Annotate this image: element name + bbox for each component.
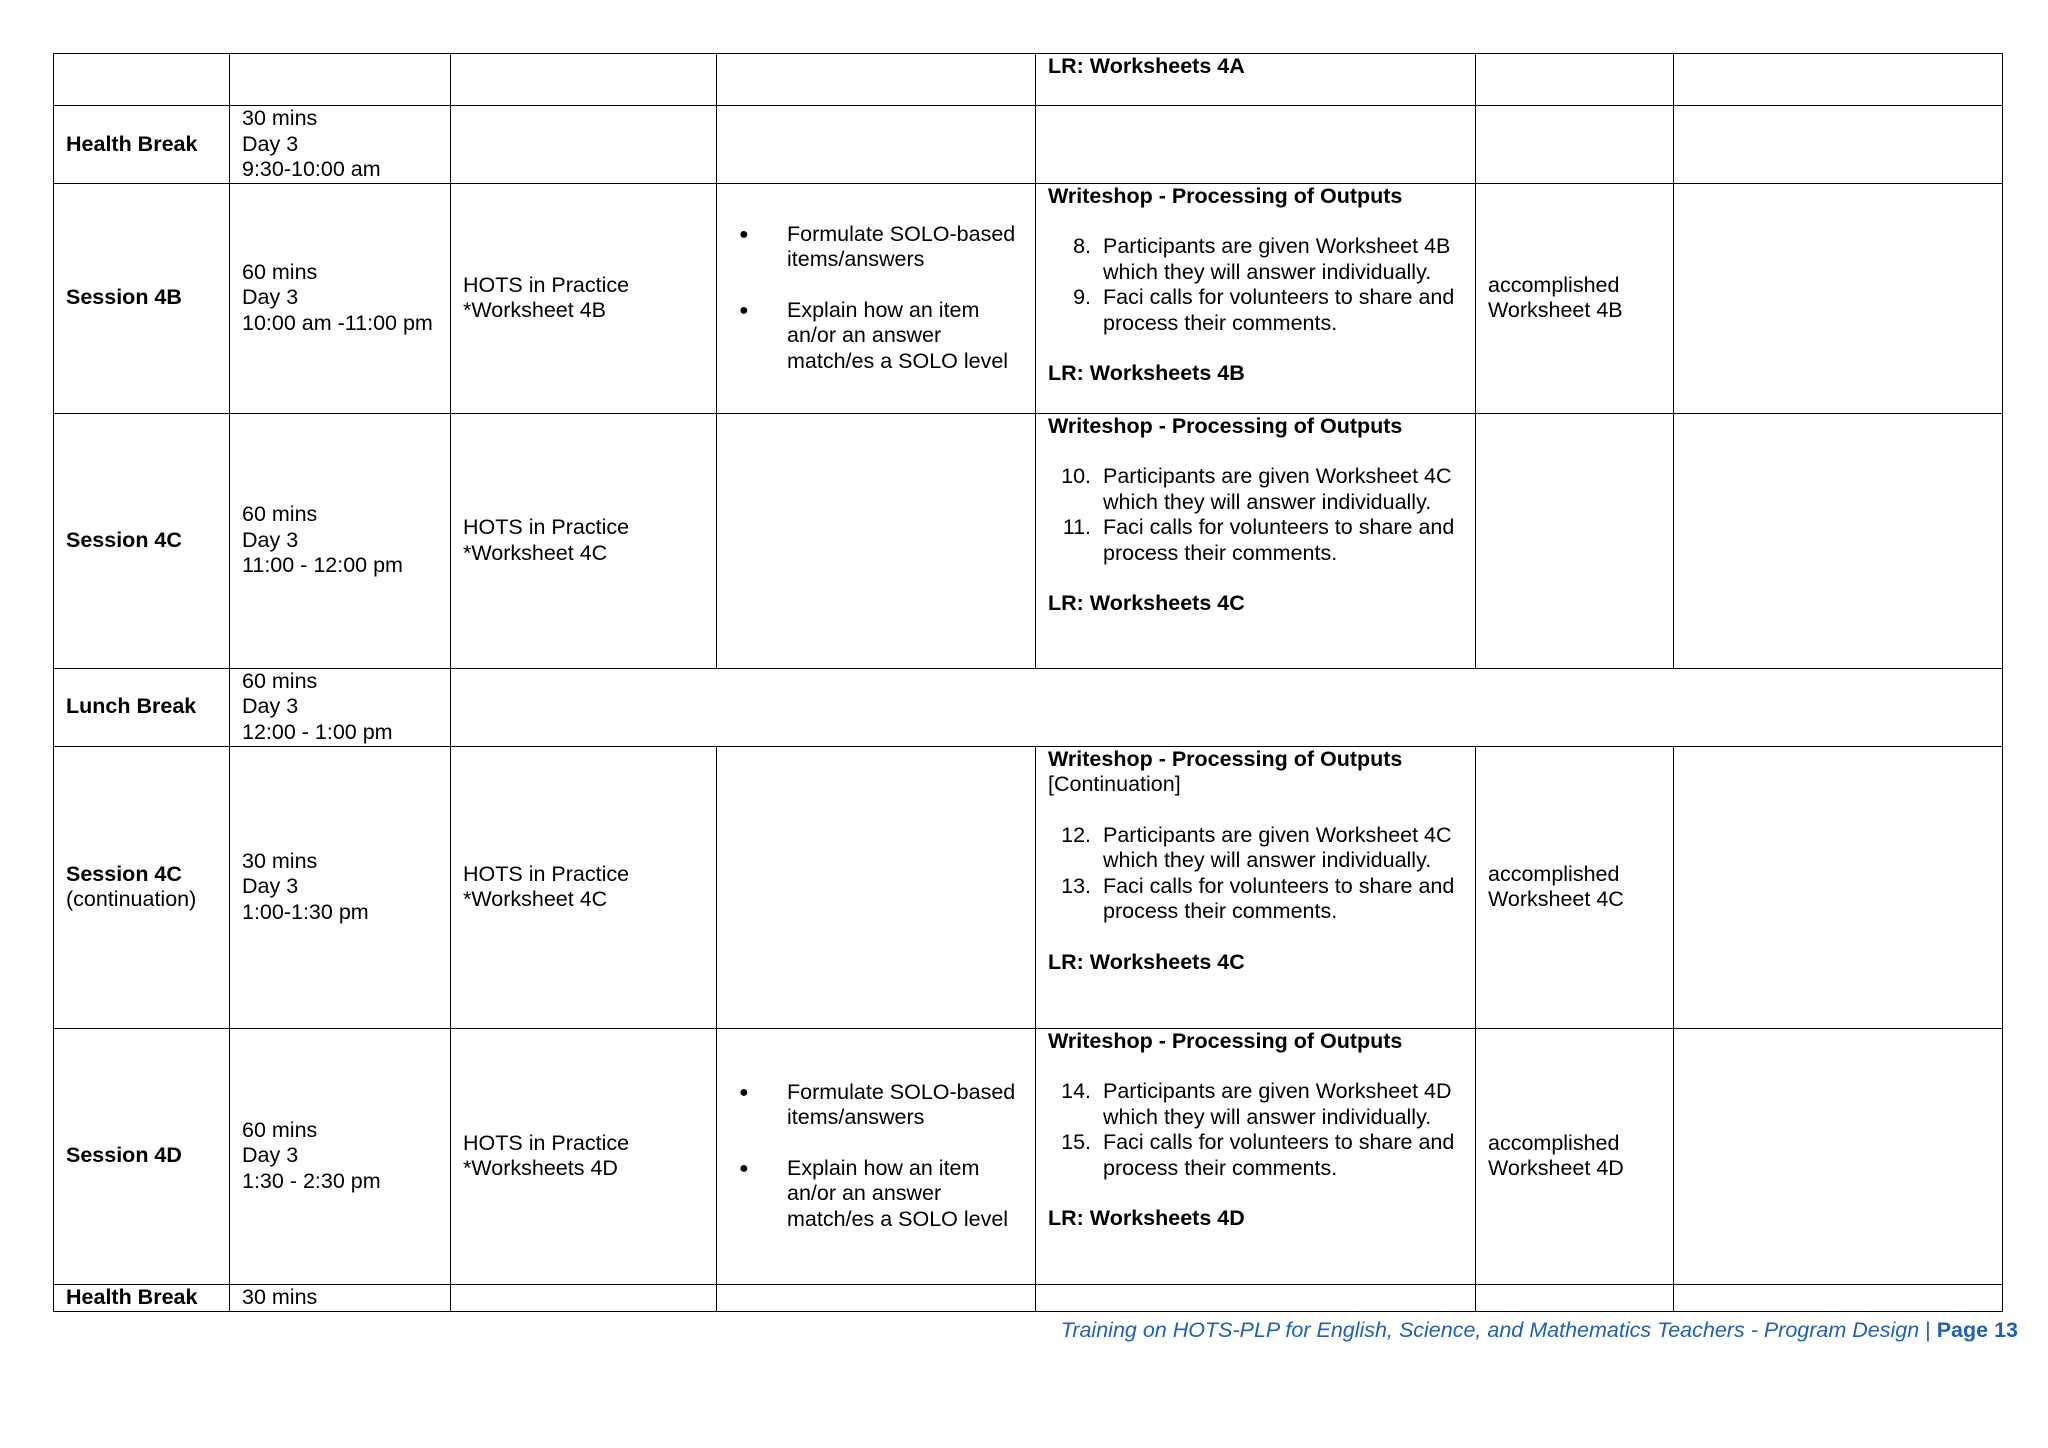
page-number: Page 13 (1936, 1318, 2018, 1342)
activity-title: Writeshop - Processing of Outputs (1048, 1028, 1403, 1053)
topic-cell: HOTS in Practice *Worksheet 4C (451, 413, 717, 668)
activity-cell (1036, 746, 1476, 1028)
table-row (54, 183, 2003, 413)
step-item: 9. Faci calls for volunteers to share and process their comments. (1073, 285, 1455, 335)
session-time-cell: 30 mins Day 3 1:00-1:30 pm (230, 746, 451, 1028)
output-cell: accomplished Worksheet 4D (1476, 1028, 1674, 1284)
objectives-cell (717, 1028, 1036, 1284)
session-time-cell: 60 mins Day 3 11:00 - 12:00 pm (230, 413, 451, 668)
session-duration: 30 mins (230, 1284, 451, 1311)
step-item: 11. Faci calls for volunteers to share and process their comments. (1062, 515, 1455, 565)
table-row (54, 1028, 2003, 1284)
step-item: 8. Participants are given Worksheet 4B which they will answer individually. (1073, 234, 1451, 284)
table-row (54, 413, 2003, 668)
session-name: Health Break (54, 1284, 230, 1311)
session-time-cell: 60 mins Day 3 1:30 - 2:30 pm (230, 1028, 451, 1284)
table-row (54, 668, 2003, 746)
session-name: Session 4D (54, 1028, 230, 1284)
lr-label: LR: Worksheets 4A (1048, 54, 1245, 78)
footer-separator: | (1919, 1318, 1937, 1342)
output-cell: accomplished Worksheet 4C (1476, 746, 1674, 1028)
step-item: 12. Participants are given Worksheet 4C which they will answer individually. (1061, 822, 1452, 872)
session-time-cell: 30 mins Day 3 9:30-10:00 am (230, 106, 451, 184)
session-time-cell: 60 mins Day 3 10:00 am -11:00 pm (230, 183, 451, 413)
lr-label: LR: Worksheets 4C (1048, 591, 1245, 615)
session-name: Lunch Break (54, 668, 230, 746)
lr-label: LR: Worksheets 4C (1048, 949, 1245, 974)
objective-item: ● Explain how an item an/or an answer match/es a SOLO level (739, 298, 1023, 375)
step-item: 14. Participants are given Worksheet 4D which they will answer individually. (1061, 1079, 1452, 1129)
step-item: 10. Participants are given Worksheet 4C which they will answer individually. (1061, 464, 1452, 514)
activity-cell (1036, 1028, 1476, 1284)
page-footer (1061, 1318, 2018, 1343)
activity-cell (1036, 183, 1476, 413)
topic-cell: HOTS in Practice *Worksheets 4D (451, 1028, 717, 1284)
table-row (54, 746, 2003, 1028)
session-name-cell: Session 4C (continuation) (54, 746, 230, 1028)
output-cell: accomplished Worksheet 4B (1476, 183, 1674, 413)
activity-cell (1036, 413, 1476, 668)
schedule-table (53, 53, 2003, 1312)
activity-subtitle: [Continuation] (1048, 772, 1181, 796)
topic-cell: HOTS in Practice *Worksheet 4B (451, 183, 717, 413)
lr-label: LR: Worksheets 4B (1048, 361, 1245, 385)
objective-item: ● Formulate SOLO-based items/answers (739, 1080, 1023, 1131)
lr-label: LR: Worksheets 4D (1048, 1206, 1245, 1230)
objective-item: ● Explain how an item an/or an answer match/es a SOLO level (739, 1156, 1023, 1233)
topic-cell: HOTS in Practice *Worksheet 4C (451, 746, 717, 1028)
step-item: 13. Faci calls for volunteers to share and process their comments. (1061, 873, 1455, 923)
session-name: Health Break (54, 106, 230, 184)
step-item: 15. Faci calls for volunteers to share and process their comments. (1061, 1130, 1455, 1180)
objective-item: ● Formulate SOLO-based items/answers (739, 222, 1023, 273)
table-row (54, 106, 2003, 184)
table-row (54, 1284, 2003, 1311)
session-name: Session 4B (54, 183, 230, 413)
activity-title: Writeshop - Processing of Outputs (1048, 413, 1403, 438)
session-name: Session 4C (54, 413, 230, 668)
session-time-cell: 60 mins Day 3 12:00 - 1:00 pm (230, 668, 451, 746)
objectives-cell (717, 183, 1036, 413)
activity-title: Writeshop - Processing of Outputs (1048, 746, 1403, 771)
table-row (54, 54, 2003, 106)
activity-title: Writeshop - Processing of Outputs (1048, 183, 1403, 208)
footer-title: Training on HOTS-PLP for English, Science, and Mathematics Teachers - Program Design (1060, 1318, 1920, 1342)
